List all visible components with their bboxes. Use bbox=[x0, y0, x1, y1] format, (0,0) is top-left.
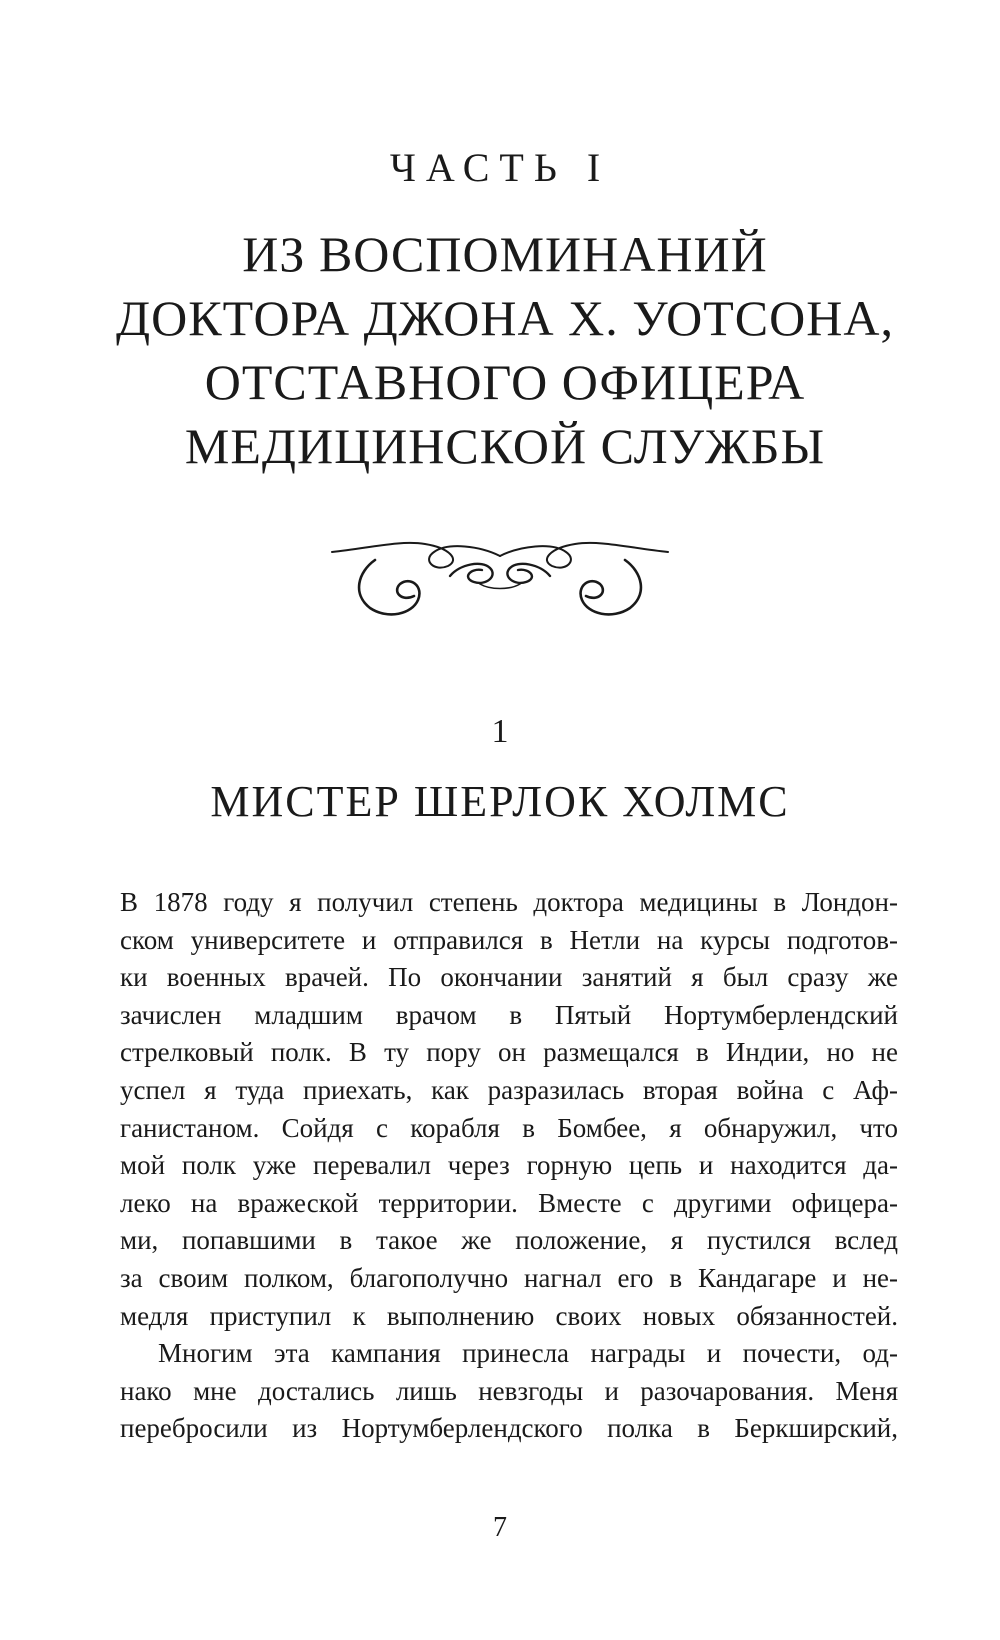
text-line: Многим эта кампания принесла награды и почести, од- bbox=[158, 1338, 898, 1369]
text-line: мой полк уже перевалил через горную цепь и находится да- bbox=[120, 1150, 898, 1181]
text-line: стрелковый полк. В ту пору он размещался в Индии, но не bbox=[120, 1037, 898, 1068]
text-line: нако мне достались лишь невзгоды и разочарования. Меня bbox=[120, 1375, 898, 1406]
flourish-ornament-icon bbox=[330, 520, 670, 630]
text-line: успел я туда приехать, как разразилась вторая война с Аф- bbox=[120, 1074, 898, 1105]
chapter-title: МИСТЕР ШЕРЛОК ХОЛМС bbox=[210, 777, 790, 826]
part-label: ЧАСТЬ I bbox=[389, 145, 611, 190]
text-line: ском университете и отправился в Нетли на курсы подготов- bbox=[120, 924, 898, 955]
chapter-number: 1 bbox=[491, 713, 509, 750]
body-text bbox=[120, 884, 898, 1448]
part-title-line: ОТСТАВНОГО ОФИЦЕРА bbox=[204, 354, 806, 410]
part-title bbox=[60, 222, 950, 478]
text-line: В 1878 году я получил степень доктора медицины в Лондон- bbox=[120, 887, 898, 917]
part-title-line: ИЗ ВОСПОМИНАНИЙ bbox=[242, 226, 768, 282]
text-line: перебросили из Нортумберлендского полка в Беркширский, bbox=[120, 1413, 898, 1444]
text-line: леко на вражеской территории. Вместе с другими офицера- bbox=[120, 1187, 898, 1218]
text-line: медля приступил к выполнению своих новых обязанностей. bbox=[120, 1300, 898, 1331]
text-line: за своим полком, благополучно нагнал его в Кандагаре и не- bbox=[120, 1262, 898, 1293]
page-number: 7 bbox=[493, 1512, 507, 1543]
text-line: ганистаном. Сойдя с корабля в Бомбее, я обнаружил, что bbox=[120, 1112, 898, 1143]
text-line: зачислен младшим врачом в Пятый Нортумберлендский bbox=[120, 999, 898, 1030]
part-title-line: МЕДИЦИНСКОЙ СЛУЖБЫ bbox=[184, 418, 826, 474]
text-line: ми, попавшими в такое же положение, я пустился вслед bbox=[120, 1225, 898, 1256]
part-title-line: ДОКТОРА ДЖОНА Х. УОТСОНА, bbox=[116, 290, 894, 346]
text-line: ки военных врачей. По окончании занятий я был сразу же bbox=[120, 962, 898, 993]
